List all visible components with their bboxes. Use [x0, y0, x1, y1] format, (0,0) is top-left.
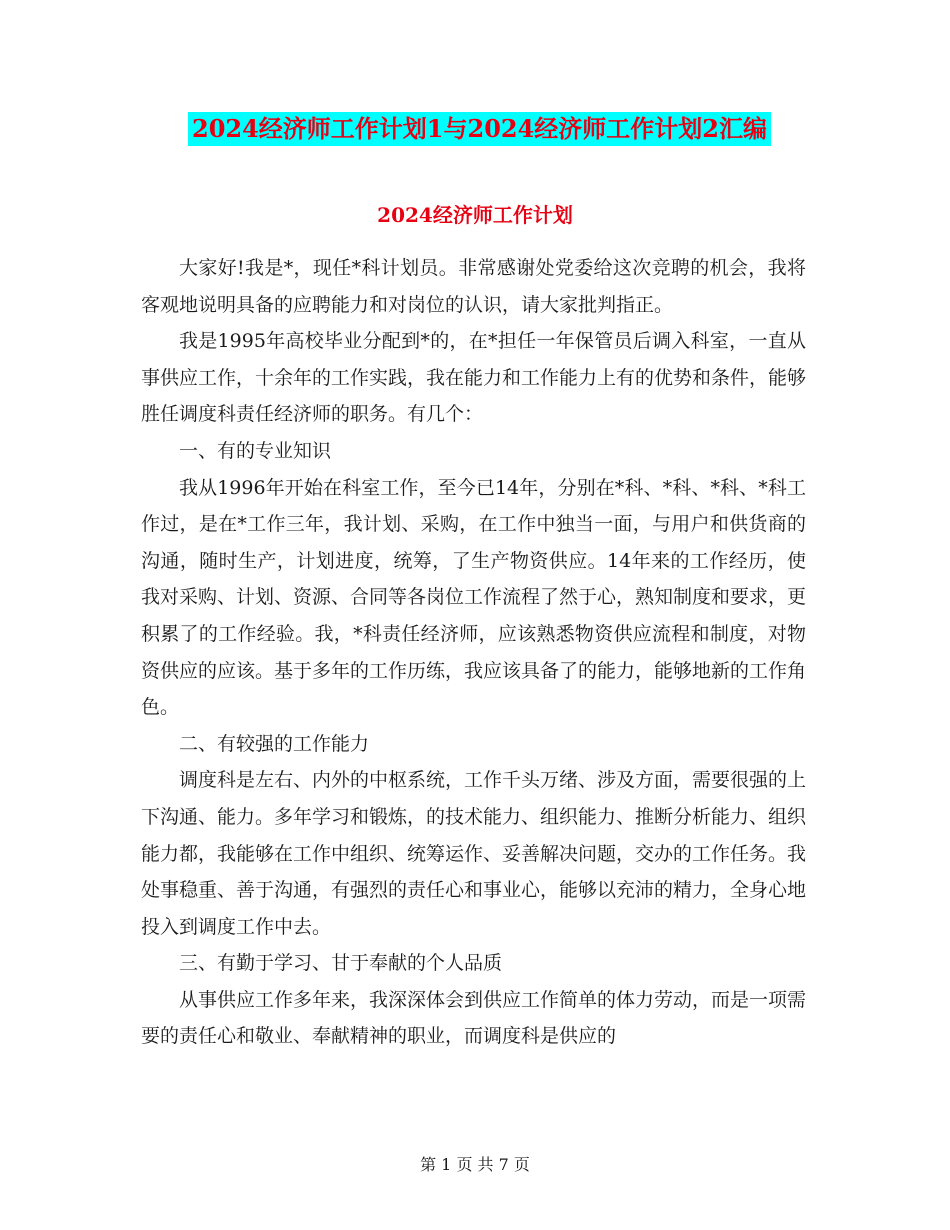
main-title: 2024经济师工作计划1与2024经济师工作计划2汇编 — [188, 112, 771, 146]
document-body — [141, 250, 806, 1055]
heading-professional-knowledge: 一、有的专业知识 — [179, 439, 332, 462]
heading-personal-quality: 三、有勤于学习、甘于奉献的个人品质 — [179, 952, 503, 975]
section-title: 2024经济师工作计划 — [377, 203, 573, 227]
paragraph-background: 我是1995年高校毕业分配到*的，在*担任一年保管员后调入科室，一直从事供应工作，十余年的工作实践，我在能力和工作能力上有的优势和条件，能够胜任调度科责任经济师的职务。有几个： — [141, 330, 807, 426]
paragraph-work-experience: 我从1996年开始在科室工作，至今已14年，分别在*科、*科、*科、*科工作过，是在*工作三年，我计划、采购，在工作中独当一面，与用户和供货商的沟通，随时生产，计划进度，统筹，了生产物资供应。14年来的工作经历，使我对采购、计划、资源、合同等各岗位工作流程了然于心，熟知制度和要求，更积累了的工作经验。我，*科责任经济师，应该熟悉物资供应流程和制度，对物资供应的应该。基于多年的工作历练，我应该具备了的能力，能够地新的工作角色。 — [141, 476, 807, 719]
heading-work-ability: 二、有较强的工作能力 — [179, 732, 370, 755]
page-number-footer: 第 1 页 共 7 页 — [420, 1155, 530, 1174]
paragraph-greeting: 大家好!我是*，现任*科计划员。非常感谢处党委给这次竞聘的机会，我将客观地说明具备的应聘能力和对岗位的认识，请大家批判指正。 — [141, 257, 806, 316]
paragraph-work-ability: 调度科是左右、内外的中枢系统，工作千头万绪、涉及方面，需要很强的上下沟通、能力。多年学习和锻炼，的技术能力、组织能力、推断分析能力、组织能力都，我能够在工作中组织、统筹运作、妥善解决问题，交办的工作任务。我处事稳重、善于沟通，有强烈的责任心和事业心，能够以充沛的精力，全身心地投入到调度工作中去。 — [141, 769, 807, 938]
paragraph-personal-quality: 从事供应工作多年来，我深深体会到供应工作简单的体力劳动，而是一项需要的责任心和敬业、奉献精神的职业，而调度科是供应的 — [141, 988, 807, 1048]
